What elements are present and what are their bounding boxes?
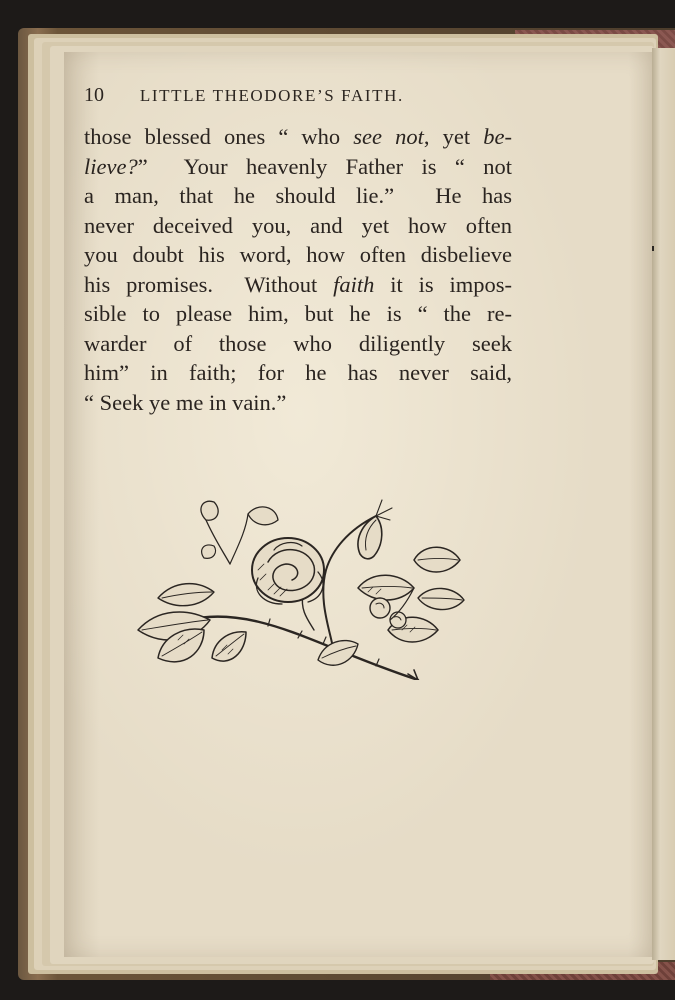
text-line [84,181,512,211]
italic-text: see not [353,124,424,149]
text-run: it is impos- [374,271,512,297]
text-run: him” in faith; for he has never said, [84,360,512,385]
text-run: warder of those who diligently seek [84,330,512,356]
running-head: LITTLE THEODORE’S FAITH. [139,86,404,105]
text-run: never deceived you, and yet how often [84,212,512,238]
rose-branch-engraving-icon [118,480,478,680]
text-line [84,211,512,241]
text-run: sible to please him, but he is “ the re- [84,301,512,326]
text-run: you doubt his word, how often disbelieve [84,242,512,267]
italic-text: faith [333,271,375,297]
text-line [84,329,512,359]
page-number: 10 [84,84,104,106]
text-run: those blessed ones “ who [84,124,354,149]
text-line [84,388,512,418]
text-line [84,240,512,270]
text-line [84,152,512,182]
text-run: his promises. Without [84,271,334,297]
text-run: , yet [423,124,484,149]
text-run: a man, that he should lie.” He has [84,183,512,208]
text-run: “ Seek ye me in vain.” [84,389,287,415]
text-line [84,270,512,300]
italic-text: be- [483,124,512,149]
facing-page-edge [652,48,675,960]
italic-text: lieve? [84,153,138,179]
text-line [84,122,512,152]
text-line [84,299,512,329]
text-run: ” Your heavenly Father is “ not [137,153,512,179]
page-header [84,84,524,107]
text-line [84,358,512,388]
body-text [84,122,512,417]
